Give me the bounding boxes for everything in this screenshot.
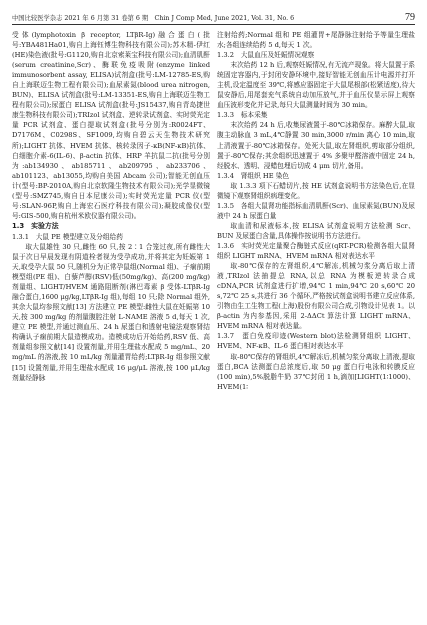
paragraph: 取大鼠雄性 30 只,雌性 60 只,按 2∶1 合笼过夜,所有雌性大鼠于次日早晨发现有阴道栓者视为受孕成功,并将其定为妊娠第 1 天,取受孕大鼠 50 只,随机分为正常孕鼠组(Normal 组)、子痫前期模型组(PE 组)、白藜芦醇(RSV)低(50mg/kg)、高(200 mg/kg)剂量组、LIGHT/HVEM 通路阻断剂(淋巴毒素 β 受体-LTβR-Ig 融合蛋白,1600 μg/kg,LTβR-Ig 组),每组 10 只;除 Normal 组外,其余大鼠均参照文献[13] 方法建立 PE 模型:雌性大鼠在妊娠第 10 天,按 300 mg/kg 的剂量腹腔注射 L-NAME 溶液 5 d,每天 1 次,建立 PE 模型,并通过测血压、24 h 尿蛋白和透射电镜法观察肾结构确认子痫前期大鼠造模成功。造模成功后开始给药,RSV 低、高剂量组参照文献[14] 设置剂量,并用生理盐水配成 5 mg/mL、20 mg/mL 的溶液,按 10 mL/kg 剂量灌胃给药;LTβR-Ig 组参照文献[15] 设置剂量,并用生理盐水配成 16 μg/μL 溶液,按 100 μL/kg 剂量经静脉	[12, 242, 210, 382]
subsection-heading: 1.3.3 标本采集	[217, 111, 268, 120]
left-column	[12, 30, 210, 383]
paragraph: 取-80℃保存的左肾组织,4℃解冻,机械匀浆分离后取上清液,TRIzol 法抽提总 RNA,以总 RNA 为模板逆转录合成 cDNA,PCR 试剂盒进行扩增,94℃ 1 min,94℃ 20 s,60℃ 20 s,72℃ 25 s,共进行 36 个循环,严格按试剂盒说明书建立反应体系,引物由生工生物工程(上海)股份有限公司合成,引物设计见表 1。以 β-actin 为内参基因,采用 2-ΔΔCt 算法计算 LIGHT mRNA、HVEM mRNA 相对表达量。	[217, 262, 415, 331]
paragraph: 取血清和尿液标本,按 ELISA 试剂盒说明方法检测 Scr、BUN 及尿蛋白含量,具体操作按说明书方法进行。	[217, 221, 415, 240]
right-column	[217, 30, 415, 392]
subsection-heading: 1.3.2 大鼠血压及妊娠情况观察	[217, 51, 315, 60]
subsection-heading: 1.3.4 肾组织 HE 染色	[217, 171, 290, 180]
subsection-heading: 1.3.7 蛋白免疫印迹(Western blot)法检测肾组织 LIGHT、HVEM、NF-κB、IL-6 蛋白相对表达水平	[217, 332, 415, 351]
section-heading: 1.3 实验方法	[12, 221, 59, 230]
paragraph: 取 1.3.3 项下石蜡切片,按 HE 试剂盒说明书方法染色后,在显微镜下观察肾组织病理变化。	[217, 181, 415, 200]
paragraph: 末次给药 24 h 后,收集尿液置于-80℃冰箱保存。麻醉大鼠,取腹主动脉血 3 mL,4℃静置 30 min,3000 r/min 离心 10 min,取上清液置于-80℃冰箱保存。处死大鼠,取左肾组织,剪取部分组织,置于-80℃保存;其余组织迅速置于 4% 多聚甲醛溶液中固定 24 h,经脱水、透明、浸蜡包埋后切成 4 μm 切片,备用。	[217, 121, 415, 170]
paragraph: 末次给药 12 h 后,观察妊娠情况,有无流产现象。将大鼠置于系统固定容器内,于封闭安静环境中,接好智能无创血压计电源并打开主机,设定温度至 39℃,将感应器固定于大鼠尾根部(松紧适度),待大鼠安静后,用尾套充气系统自动加压放气,并于血压仪显示屏上观察血压波形变化并记录,每只大鼠测量时间为 30 min。	[217, 61, 415, 110]
paragraph: 受体(lymphotoxin β receptor, LTβR-Ig)融合蛋白(批号:YBA481Ha01,购自上海钰博生物科技有限公司);苏木精-伊红(HE)染色液(批号:G1120,购自北京索莱宝科技有限公司);血清肌酐(serum creatinine,Scr)、酶联免疫吸附(enzyme linked immunosorbent assay, ELISA)试剂盒(批号:LM-12785-ES,购自上海联迈生物工程有限公司);血尿素氮(blood urea nitrogen, BUN)、ELISA 试剂盒(批号:LM-13351-ES,购自上海联迈生物工程有限公司);尿蛋白 ELISA 试剂盒(批号:JS15437,购自青岛捷世康生物科技有限公司);TRIzol 试剂盒、逆转录试剂盒、实时荧光定量 PCR 试剂盒、蛋白提取试剂盒(批号分别为:R0024FT、D7176M、C0298S、SF1009,均购自碧云天生物技术研究所);LIGHT 抗体、HVEM 抗体、核转录因子-κB(NF-κB)抗体、白细胞介素-6(IL-6)、β-actin 抗体、HRP 羊抗鼠二抗(批号分别为:ab134930、ab185711、ab209795、ab233706、ab101123、ab13055,均购自美国 Abcam 公司);智能无创血压计(型号:BP-2010A,购自北京软隆生物技术有限公司);光学显微镜(型号:SMZ745,购自日本尼康公司);实时荧光定量 PCR 仪(型号:SLAN-96P,购自上海宏石医疗科技有限公司);凝胶成像仪(型号:GIS-500,购自杭州米欧仪器有限公司)。	[12, 31, 210, 220]
subsection-heading: 1.3.1 大鼠 PE 模型建立及分组给药	[12, 232, 123, 241]
journal-header	[12, 10, 415, 25]
journal-citation: 中国比较医学杂志 2021 年 6 月第 31 卷第 6 期 Chin J Comp Med, June 2021, Vol. 31, No. 6	[12, 14, 295, 22]
paragraph: 注射给药;Normal 组和 PE 组灌胃+尾静脉注射给予等量生理盐水;各组连续给药 5 d,每天 1 次。	[217, 31, 415, 50]
subsection-heading: 1.3.6 实时荧光定量聚合酶链式反应(qRT-PCR)检测各组大鼠肾组织 LIGHT mRNA、HVEM mRNA 相对表达水平	[217, 241, 415, 261]
subsection-heading: 1.3.5 各组大鼠肾功能指标血清肌酐(Scr)、血尿素氮(BUN)及尿液中 24 h 尿蛋白量	[217, 201, 415, 220]
paragraph: 取-80℃保存的肾组织,4℃解冻后,机械匀浆分离取上清液,提取蛋白,BCA 法测蛋白总浓度后,取 50 μg 蛋白行电泳和转膜反应(100 min),5%脱脂牛奶 37℃封闭 1 h,滴加[LIGHT(1∶1000)、HVEM(1∶	[217, 352, 415, 391]
page-number: 79	[405, 11, 415, 23]
